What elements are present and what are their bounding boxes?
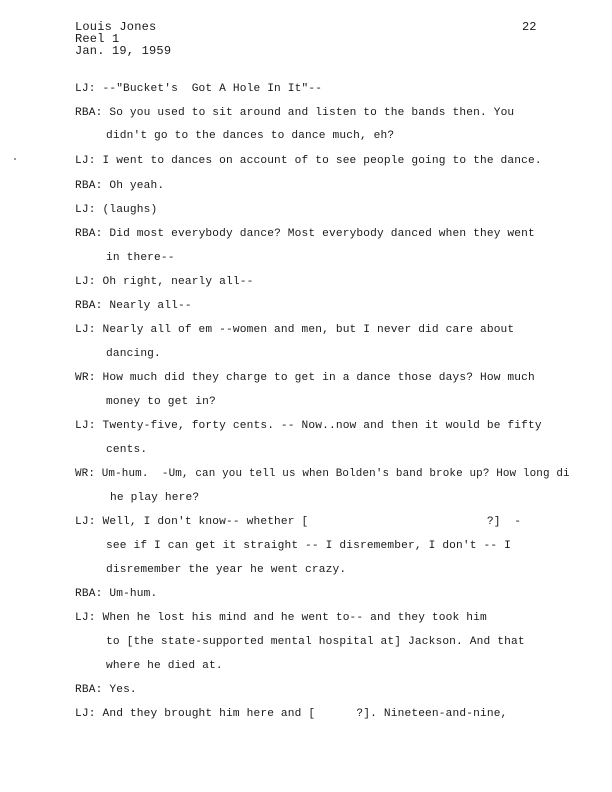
line-text: --"Bucket's Got A Hole In It"--	[102, 83, 323, 95]
dialogue-line	[106, 395, 216, 409]
dialogue-line	[75, 371, 535, 385]
dialogue-line	[106, 443, 147, 457]
line-text: How much did they charge to get in a dance those days? How much	[102, 372, 535, 384]
line-text: in there--	[106, 252, 175, 264]
dialogue-line	[75, 683, 137, 697]
page-number: 22	[522, 20, 537, 34]
speaker-label: WR:	[75, 468, 96, 480]
dialogue-line	[75, 611, 487, 625]
line-text: Nearly all of em --women and men, but I never did care about	[102, 324, 515, 336]
scan-speck	[14, 158, 16, 160]
line-text: Um-hum. -Um, can you tell us when Bolden's band broke up? How long di	[101, 468, 570, 480]
line-text: didn't go to the dances to dance much, eh?	[106, 130, 395, 142]
dialogue-line	[106, 659, 223, 673]
speaker-label: LJ:	[75, 324, 96, 336]
line-text: And they brought him here and [ ?]. Nineteen-and-nine,	[102, 708, 508, 720]
dialogue-line	[106, 563, 346, 577]
dialogue-line	[75, 707, 507, 721]
dialogue-line	[75, 275, 253, 289]
line-text: Nearly all--	[109, 300, 192, 312]
line-text: Oh right, nearly all--	[102, 276, 254, 288]
dialogue-line	[75, 154, 542, 168]
speaker-label: RBA:	[75, 107, 103, 119]
dialogue-line	[75, 419, 542, 433]
dialogue-line	[75, 467, 570, 481]
speaker-label: RBA:	[75, 180, 103, 192]
dialogue-line	[75, 587, 157, 601]
speaker-label: LJ:	[75, 420, 96, 432]
dialogue-line	[75, 179, 164, 193]
speaker-label: LJ:	[75, 516, 96, 528]
line-text: Well, I don't know-- whether [ ?] -	[102, 516, 522, 528]
line-text: When he lost his mind and he went to-- and they took him	[102, 612, 487, 624]
speaker-label: RBA:	[75, 684, 103, 696]
line-text: dancing.	[106, 348, 161, 360]
dialogue-line	[75, 203, 157, 217]
speaker-label: RBA:	[75, 228, 103, 240]
dialogue-line	[75, 323, 514, 337]
dialogue-line	[106, 347, 161, 361]
line-text: disremember the year he went crazy.	[106, 564, 347, 576]
header-date: Jan. 19, 1959	[75, 44, 172, 58]
speaker-label: LJ:	[75, 155, 96, 167]
line-text: (laughs)	[102, 204, 158, 216]
dialogue-line	[106, 539, 511, 553]
header-reel: Reel 1	[75, 32, 120, 46]
line-text: Did most everybody dance? Most everybody danced when they went	[109, 228, 535, 240]
line-text: to [the state-supported mental hospital at] Jackson. And that	[106, 636, 525, 648]
line-text: where he died at.	[106, 660, 223, 672]
speaker-label: LJ:	[75, 83, 96, 95]
line-text: money to get in?	[106, 396, 216, 408]
dialogue-line	[75, 299, 192, 313]
line-text: he play here?	[110, 492, 200, 504]
dialogue-line	[75, 515, 521, 529]
speaker-label: LJ:	[75, 612, 96, 624]
speaker-label: LJ:	[75, 276, 96, 288]
header-name: Louis Jones	[75, 20, 157, 34]
dialogue-line	[110, 491, 199, 505]
dialogue-line	[75, 227, 535, 241]
line-text: So you used to sit around and listen to the bands then. You	[109, 107, 515, 119]
line-text: Oh yeah.	[109, 180, 165, 192]
line-text: cents.	[106, 444, 148, 456]
dialogue-line	[75, 82, 322, 96]
dialogue-line	[106, 129, 394, 143]
dialogue-line	[106, 251, 175, 265]
speaker-label: LJ:	[75, 204, 96, 216]
dialogue-line	[75, 106, 514, 120]
speaker-label: WR:	[75, 372, 96, 384]
line-text: Yes.	[109, 684, 137, 696]
line-text: see if I can get it straight -- I disremember, I don't -- I	[106, 540, 511, 552]
line-text: Um-hum.	[109, 588, 158, 600]
dialogue-line	[106, 635, 525, 649]
speaker-label: RBA:	[75, 300, 103, 312]
speaker-label: RBA:	[75, 588, 103, 600]
line-text: I went to dances on account of to see people going to the dance.	[102, 155, 542, 167]
line-text: Twenty-five, forty cents. -- Now..now and then it would be fifty	[102, 420, 542, 432]
speaker-label: LJ:	[75, 708, 96, 720]
